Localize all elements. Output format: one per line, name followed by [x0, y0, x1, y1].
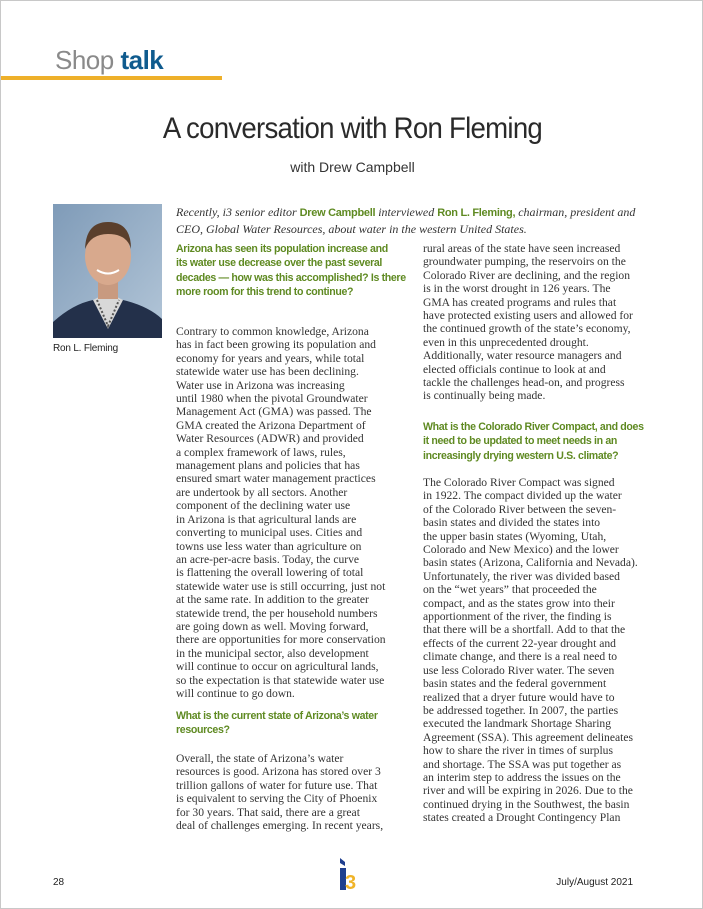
text-line: are undertook by all sectors. Another: [176, 485, 348, 499]
text-line: What is the current state of Arizona’s water: [176, 710, 378, 722]
intro-text: interviewed: [375, 205, 438, 219]
text-line: increasingly drying western U.S. climate?: [423, 449, 619, 462]
text-line: climate change, and there is a real need to: [423, 650, 618, 664]
text-line: GMA created the Arizona Department of: [176, 418, 366, 432]
text-line: in Arizona is that agricultural lands are: [176, 512, 357, 526]
text-line: Unfortunately, the river was divided based: [423, 569, 620, 583]
text-line: its water use decrease over the past several: [176, 257, 383, 270]
text-line: is flattening the overall lowering of total: [176, 566, 364, 580]
text-line: in the municipal sector, also development: [176, 646, 369, 660]
text-line: has in fact been growing its population and: [176, 338, 376, 352]
text-line: Colorado and New Mexico) and the lower: [423, 543, 619, 557]
text-line: Arizona has seen its population increase and: [176, 243, 388, 255]
text-line: resources?: [176, 724, 230, 737]
text-line: statewide water use is still occurring, just not: [176, 579, 386, 593]
text-line: realized that a dryer future would have to: [423, 690, 615, 704]
text-line: at the same rate. In addition to the greater: [176, 593, 369, 607]
answer-1: [176, 325, 386, 700]
text-line: Overall, the state of Arizona’s water: [176, 752, 344, 765]
text-line: a complex framework of laws, rules,: [176, 445, 346, 459]
text-line: river and will be expiring in 2026. Due to the: [423, 784, 633, 798]
text-line: compact, and as the states grow into their: [423, 596, 615, 610]
text-line: and shortage. The SSA was put together as: [423, 757, 622, 771]
intro-text: Recently, i3 senior editor: [176, 205, 300, 219]
text-line: continued drying in the Southwest, the basin: [423, 797, 630, 811]
article-title: A conversation with Ron Fleming: [162, 112, 543, 145]
svg-text:3: 3: [345, 872, 357, 892]
portrait-photo: [53, 204, 162, 338]
text-line: is equivalent to serving the City of Phoenix: [176, 792, 378, 806]
text-line: statewide trend, the per household numbers: [176, 606, 378, 620]
intro-paragraph: [176, 204, 656, 237]
text-line: how to share the river in times of surplus: [423, 744, 613, 758]
text-line: states created a Drought Contingency Plan: [423, 811, 621, 825]
section-rule: [1, 76, 222, 80]
text-line: of the Colorado River between the seven-: [423, 502, 617, 516]
text-line: even in this unprecedented drought.: [423, 335, 589, 349]
text-line: it need to be updated to meet needs in an: [423, 435, 618, 448]
text-line: the continued growth of the state’s economy,: [423, 322, 631, 336]
text-line: Additionally, water resource managers and: [423, 349, 622, 363]
text-line: in 1922. The compact divided up the water: [423, 489, 622, 503]
answer-2-continued: [423, 242, 633, 403]
text-line: economy for years and years, while total: [176, 351, 365, 365]
answer-2: [176, 752, 383, 832]
question-3: [423, 420, 644, 463]
subject-name: Ron L. Fleming,: [437, 207, 516, 219]
article-byline: with Drew Campbell: [290, 159, 415, 175]
text-line: deal of challenges emerging. In recent years,: [176, 819, 384, 833]
text-line: more room for this trend to continue?: [176, 286, 354, 299]
answer-3: [423, 476, 638, 825]
text-line: What is the Colorado River Compact, and does: [423, 421, 644, 433]
text-line: the upper basin states (Wyoming, Utah,: [423, 529, 607, 543]
text-line: decades — how was this accomplished? Is there: [176, 271, 406, 284]
text-line: effects of the current 22-year drought and: [423, 636, 616, 650]
text-line: apportionment of the river, the finding is: [423, 610, 612, 624]
text-line: until 1980 when the pivotal Groundwater: [176, 392, 368, 406]
text-line: have protected existing users and allowed for: [423, 309, 633, 323]
text-line: Contrary to common knowledge, Arizona: [176, 325, 369, 338]
text-line: rural areas of the state have seen increased: [423, 242, 621, 255]
i3-logo: [338, 858, 360, 897]
photo-caption: Ron L. Fleming: [53, 343, 119, 354]
page-number: 28: [53, 877, 65, 888]
question-1: [176, 242, 406, 300]
text-line: are going down as well. Moving forward,: [176, 619, 369, 633]
text-line: tackle the challenges head-on, and progress: [423, 376, 625, 390]
text-line: trillion gallons of water for future use. That: [176, 778, 378, 792]
text-line: statewide water use has been declining.: [176, 365, 359, 379]
section-header: [55, 45, 163, 76]
text-line: basin states and divided the states into: [423, 516, 601, 530]
intro-text: chairman, president and: [515, 205, 636, 219]
text-line: basin states and the federal government: [423, 677, 607, 691]
text-line: Water Resources (ADWR) and provided: [176, 432, 364, 446]
text-line: GMA has created programs and rules that: [423, 295, 617, 309]
text-line: on the “wet years” that proceeded the: [423, 583, 597, 597]
text-line: resources is good. Arizona has stored over 3: [176, 765, 381, 779]
text-line: management plans and policies that has: [176, 459, 360, 473]
editor-name: Drew Campbell: [299, 207, 376, 219]
text-line: there are opportunities for more conservation: [176, 633, 386, 647]
text-line: will continue to occur on agricultural lands,: [176, 660, 379, 674]
text-line: component of the declining water use: [176, 499, 351, 513]
text-line: towns use less water than agriculture on: [176, 539, 362, 553]
text-line: Management Act (GMA) was passed. The: [176, 405, 372, 419]
issue-date: July/August 2021: [556, 877, 633, 888]
text-line: basin states (Arizona, California and Nevada).: [423, 556, 638, 570]
text-line: be addressed together. In 2007, the parties: [423, 703, 619, 717]
text-line: is continually being made.: [423, 389, 546, 403]
text-line: an acre-per-acre basis. Today, the curve: [176, 552, 360, 566]
section-word-shop: Shop: [55, 45, 114, 75]
text-line: an interim step to address the issues on the: [423, 770, 621, 784]
text-line: groundwater pumping, the reservoirs on the: [423, 255, 626, 269]
text-line: so the expectation is that statewide water use: [176, 673, 385, 687]
text-line: is in the worst drought in 126 years. The: [423, 282, 611, 296]
text-line: for 30 years. That said, there are a great: [176, 805, 360, 819]
intro-text: CEO, Global Water Resources, about water in the western United States.: [176, 222, 527, 236]
question-2: [176, 709, 378, 738]
text-line: Agreement (SSA). This agreement delineates: [423, 730, 634, 744]
text-line: that there will be a shortfall. Add to that the: [423, 623, 626, 637]
section-word-talk: talk: [120, 45, 164, 75]
text-line: will continue to go down.: [176, 686, 295, 700]
text-line: The Colorado River Compact was signed: [423, 476, 615, 489]
text-line: use less Colorado River water. The seven: [423, 663, 615, 677]
text-line: ensured smart water management practices: [176, 472, 376, 486]
text-line: elected officials continue to look at and: [423, 362, 606, 376]
text-line: converting to municipal uses. Cities and: [176, 526, 363, 540]
text-line: Colorado River are declining, and the region: [423, 268, 631, 282]
text-line: Water use in Arizona was increasing: [176, 378, 345, 392]
text-line: executed the landmark Shortage Sharing: [423, 717, 612, 731]
